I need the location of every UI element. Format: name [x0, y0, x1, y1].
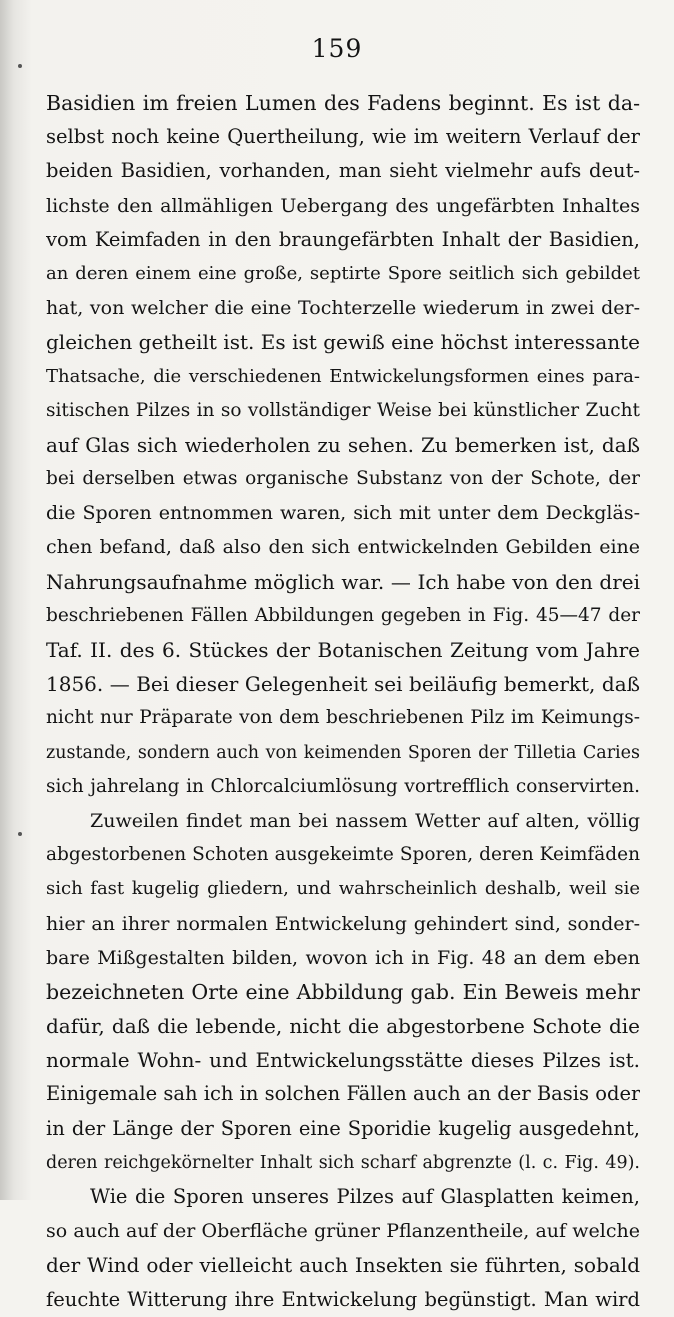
text-line: die Sporen entnommen waren, sich mit unter dem Deckgläs- [46, 502, 640, 525]
text-line: sitischen Pilzes in so vollständiger Weise bei künstlicher Zucht [46, 399, 640, 421]
text-line: chen befand, daß also den sich entwickelnden Gebilden eine [46, 536, 640, 559]
text-line: Zuweilen findet man bei nassem Wetter auf alten, völlig [90, 809, 640, 832]
text-line: an deren einem eine große, septirte Spore seitlich sich gebildet [46, 262, 640, 284]
text-line: dafür, daß die lebende, nicht die abgestorbene Schote die [46, 1014, 640, 1039]
text-line: normale Wohn- und Entwickelungsstätte dieses Pilzes ist. [46, 1048, 640, 1073]
text-line: sich fast kugelig gliedern, und wahrscheinlich deshalb, weil sie [46, 878, 640, 900]
text-line: beschriebenen Fällen Abbildungen gegeben in Fig. 45—47 der [46, 604, 640, 626]
text-line: zustande, sondern auch von keimenden Sporen der Tilletia Caries [46, 742, 640, 763]
text-line: bezeichneten Orte eine Abbildung gab. Ein Beweis mehr [46, 979, 640, 1004]
text-line: Basidien im freien Lumen des Fadens beginnt. Es ist da- [46, 91, 640, 115]
text-line: hat, von welcher die eine Tochterzelle wiederum in zwei der- [46, 297, 640, 320]
text-line: auf Glas sich wiederholen zu sehen. Zu bemerken ist, daß [46, 432, 640, 457]
text-line: Wie die Sporen unseres Pilzes auf Glasplatten keimen, [90, 1185, 640, 1208]
print-speck [18, 64, 22, 68]
text-line: Thatsache, die verschiedenen Entwickelungsformen eines para- [46, 365, 640, 387]
text-line: beiden Basidien, vorhanden, man sieht vielmehr aufs deut- [46, 159, 640, 183]
text-line: Einigemale sah ich in solchen Fällen auch an der Basis oder [46, 1082, 640, 1106]
text-line: deren reichgekörnelter Inhalt sich scharf abgrenzte (l. c. Fig. 49). [46, 1152, 640, 1173]
text-line: bei derselben etwas organische Substanz von der Schote, der [46, 468, 640, 490]
text-line: hier an ihrer normalen Entwickelung gehindert sind, sonder- [46, 912, 640, 935]
text-line: nicht nur Präparate von dem beschriebenen Pilz im Keimungs- [46, 707, 640, 729]
text-line: abgestorbenen Schoten ausgekeimte Sporen, deren Keimfäden [46, 844, 640, 866]
text-line: selbst noch keine Quertheilung, wie im weitern Verlauf der [46, 125, 640, 149]
text-line: lichste den allmähligen Uebergang des ungefärbten Inhaltes [46, 194, 640, 217]
text-line: so auch auf der Oberfläche grüner Pflanzentheile, auf welche [46, 1220, 640, 1243]
text-line: 1856. — Bei dieser Gelegenheit sei beiläufig bemerkt, daß [46, 672, 640, 697]
body-text [46, 86, 640, 1317]
text-line: Nahrungsaufnahme möglich war. — Ich habe von den drei [46, 569, 640, 594]
text-line: sich jahrelang in Chlorcalciumlösung vortrefflich conservirten. [46, 775, 640, 797]
text-line: vom Keimfaden in den braungefärbten Inhalt der Basidien, [46, 227, 640, 251]
page-number: 159 [311, 34, 363, 63]
text-line: bare Mißgestalten bilden, wovon ich in Fig. 48 an dem eben [46, 946, 640, 969]
text-line: in der Länge der Sporen eine Sporidie kugelig ausgedehnt, [46, 1116, 640, 1140]
text-line: Taf. II. des 6. Stückes der Botanischen Zeitung vom Jahre [46, 638, 640, 662]
print-speck [18, 832, 22, 836]
text-line: gleichen getheilt ist. Es ist gewiß eine höchst interessante [46, 330, 640, 355]
text-line: der Wind oder vielleicht auch Insekten sie führten, sobald [46, 1253, 640, 1278]
text-line: feuchte Witterung ihre Entwickelung begünstigt. Man wird [46, 1287, 640, 1311]
